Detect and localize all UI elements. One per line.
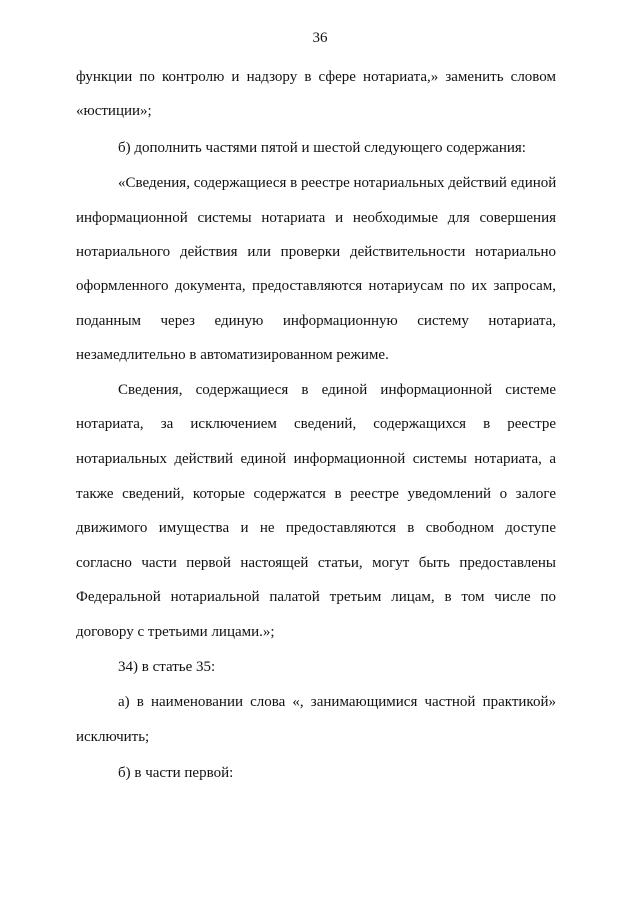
text-line: функции по контролю и надзору в сфере нотариата,» заменить словом	[76, 69, 556, 85]
text-line: движимого имущества и не предоставляются в свободном доступе	[76, 520, 556, 536]
text-line: нотариата, за исключением сведений, содержащихся в реестре	[76, 416, 556, 432]
text-line: «Сведения, содержащиеся в реестре нотариальных действий единой	[118, 175, 557, 191]
text-line: также сведений, которые содержатся в реестре уведомлений о залоге	[76, 486, 556, 502]
text-line: б) в части первой:	[118, 765, 234, 781]
page-number: 36	[312, 30, 328, 46]
text-line: нотариальных действий единой информационной системы нотариата, а	[76, 451, 556, 467]
text-line: поданным через единую информационную систему нотариата,	[76, 313, 556, 329]
text-line: оформленного документа, предоставляются нотариусам по их запросам,	[76, 278, 556, 294]
text-line: согласно части первой настоящей статьи, могут быть предоставлены	[76, 555, 556, 571]
text-line: Федеральной нотариальной палатой третьим лицам, в том числе по	[76, 589, 556, 605]
text-line: исключить;	[76, 729, 150, 745]
text-line: незамедлительно в автоматизированном режиме.	[76, 347, 389, 363]
text-line: 34) в статье 35:	[118, 659, 216, 675]
text-line: Сведения, содержащиеся в единой информационной системе	[118, 382, 556, 398]
text-line: договору с третьими лицами.»;	[76, 624, 275, 640]
text-line: а) в наименовании слова «, занимающимися частной практикой»	[118, 694, 556, 710]
text-line: «юстиции»;	[76, 103, 152, 119]
text-line: б) дополнить частями пятой и шестой следующего содержания:	[118, 140, 526, 156]
text-line: информационной системы нотариата и необходимые для совершения	[76, 210, 556, 226]
text-line: нотариального действия или проверки действительности нотариально	[76, 244, 556, 260]
